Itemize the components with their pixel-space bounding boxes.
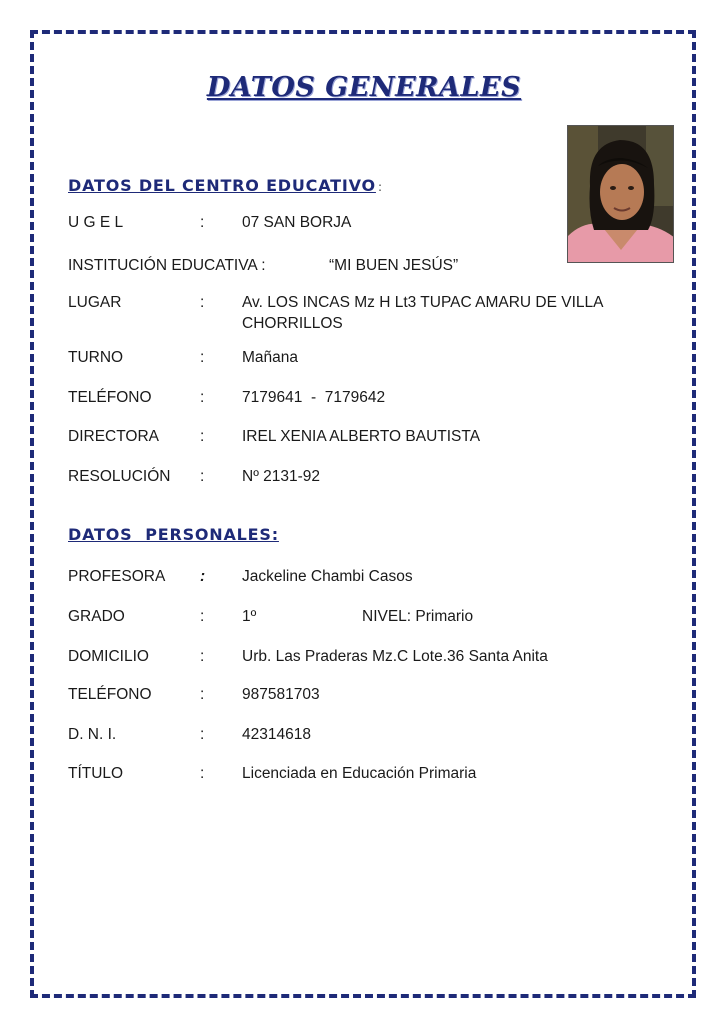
school-data-heading-colon: : <box>377 180 383 194</box>
school-phone-label: TELÉFONO <box>68 389 152 406</box>
address-value: Urb. Las Praderas Mz.C Lote.36 Santa Anita <box>242 648 548 665</box>
institution-value: “MI BUEN JESÚS” <box>329 257 459 274</box>
portrait-image <box>568 126 674 263</box>
teacher-value: Jackeline Chambi Casos <box>242 568 413 585</box>
place-label: LUGAR <box>68 294 122 311</box>
dni-label: D. N. I. <box>68 726 117 743</box>
grade-value: 1º <box>242 608 257 625</box>
shift-separator: : <box>200 349 205 366</box>
personal-data-heading <box>68 525 279 544</box>
teacher-separator: : <box>200 568 206 585</box>
teacher-photo <box>567 125 674 263</box>
ugel-value: 07 SAN BORJA <box>242 214 352 231</box>
institution-label: INSTITUCIÓN EDUCATIVA : <box>68 257 266 274</box>
resolution-value: Nº 2131-92 <box>242 468 321 485</box>
place-separator: : <box>200 294 205 311</box>
teacher-label: PROFESORA <box>68 568 166 585</box>
dni-separator: : <box>200 726 205 743</box>
director-separator: : <box>200 428 205 445</box>
level-value: NIVEL: Primario <box>362 608 474 625</box>
grade-label: GRADO <box>68 608 125 625</box>
degree-value: Licenciada en Educación Primaria <box>242 765 477 782</box>
degree-separator: : <box>200 765 205 782</box>
grade-separator: : <box>200 608 205 625</box>
resolution-separator: : <box>200 468 205 485</box>
school-data-heading <box>68 176 383 195</box>
school-phone-value: 7179641 - 7179642 <box>242 389 386 406</box>
shift-label: TURNO <box>68 349 124 366</box>
director-value: IREL XENIA ALBERTO BAUTISTA <box>242 428 481 445</box>
school-phone-separator: : <box>200 389 205 406</box>
ugel-separator: : <box>200 214 205 231</box>
personal-phone-separator: : <box>200 686 205 703</box>
institution-row <box>68 255 459 276</box>
address-label: DOMICILIO <box>68 648 149 665</box>
director-label: DIRECTORA <box>68 428 160 445</box>
shift-value: Mañana <box>242 349 299 366</box>
personal-data-heading-text: DATOS PERSONALES: <box>68 525 279 544</box>
page-title: DATOS GENERALES <box>206 72 522 103</box>
personal-phone-value: 987581703 <box>242 686 320 703</box>
personal-phone-label: TELÉFONO <box>68 686 152 703</box>
address-separator: : <box>200 648 205 665</box>
place-value: Av. LOS INCAS Mz H Lt3 TUPAC AMARU DE VILLA CHORRILLOS <box>242 294 603 332</box>
ugel-label: U G E L <box>68 214 124 231</box>
resolution-label: RESOLUCIÓN <box>68 468 171 485</box>
school-data-heading-text: DATOS DEL CENTRO EDUCATIVO <box>68 176 376 195</box>
dni-value: 42314618 <box>242 726 311 743</box>
degree-label: TÍTULO <box>68 765 124 782</box>
